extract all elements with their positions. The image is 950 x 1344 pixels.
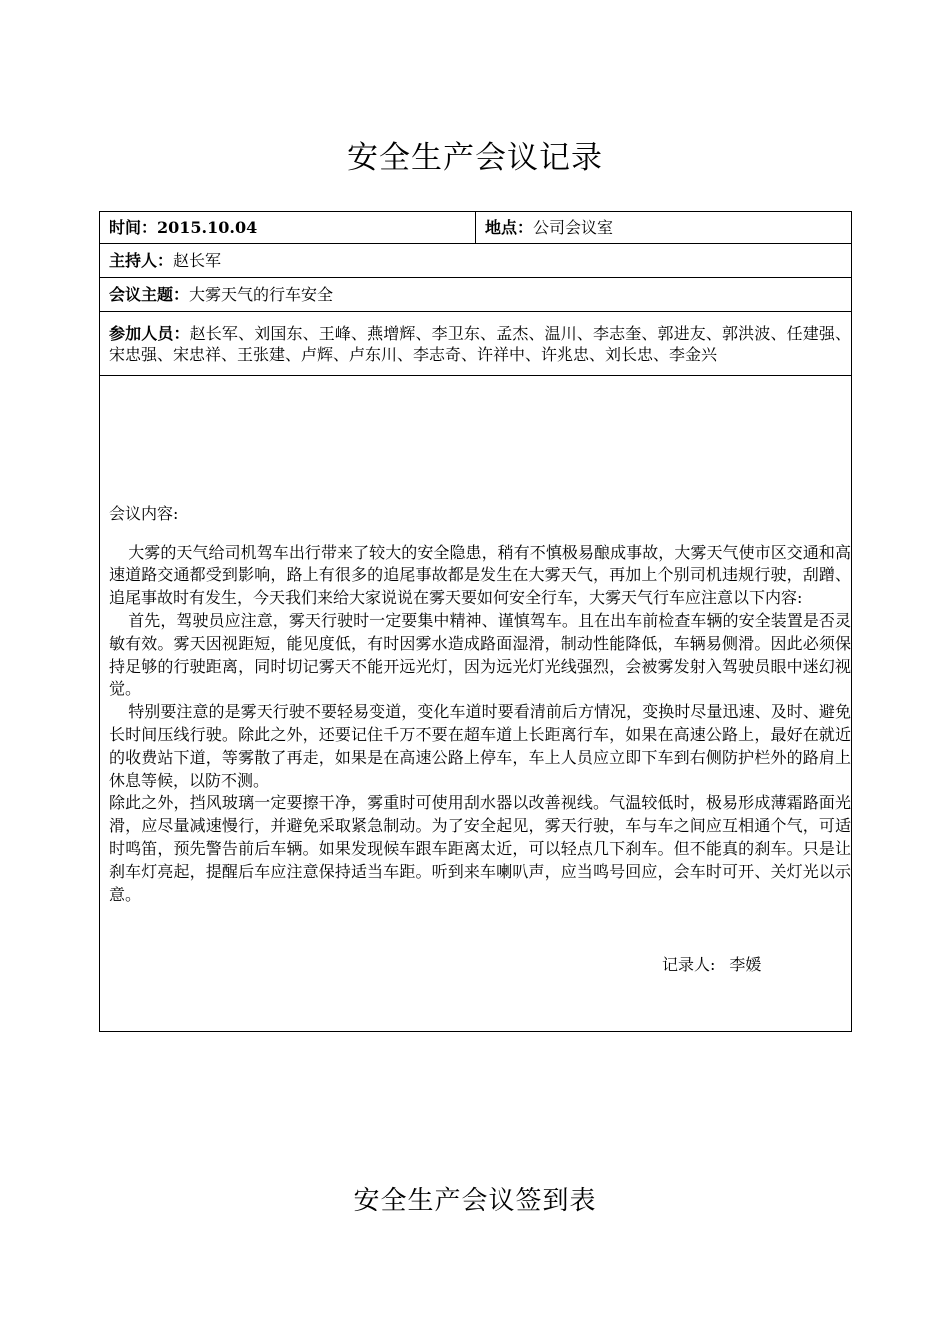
- content-paragraph: 除此之外，挡风玻璃一定要擦干净，雾重时可使用刮水器以改善视线。气温较低时，极易形成薄霜路面光滑，应尽量减速慢行，并避免采取紧急制动。为了安全起见，雾天行驶，车与车之间应互相通个气，可适时鸣笛，预先警告前后车辆。如果发现候车跟车距离太近，可以轻点几下刹车。但不能真的刹车。只是让刹车灯亮起，提醒后车应注意保持适当车距。听到来车喇叭声，应当鸣号回应，会车时可开、关灯光以示意。: [109, 793, 851, 904]
- attendees-cell: [100, 312, 852, 376]
- sign-in-sheet-title: 安全生产会议签到表: [353, 1186, 597, 1216]
- place-value: 公司会议室: [533, 217, 614, 237]
- page-title: 安全生产会议记录: [347, 140, 603, 176]
- attendees-value: 赵长军、刘国东、王峰、燕增辉、李卫东、孟杰、温川、李志奎、郭进友、郭洪波、任建强、宋忠强、宋忠祥、王张建、卢辉、卢东川、李志奇、许祥中、许兆忠、刘长忠、李金兴: [109, 323, 851, 364]
- topic-cell: [100, 278, 852, 312]
- recorder-label: 记录人:: [662, 955, 716, 974]
- time-label: 时间：: [109, 217, 158, 237]
- host-row: [100, 244, 852, 278]
- host-cell: [100, 244, 852, 278]
- topic-row: [100, 278, 852, 312]
- attendees-row: [100, 312, 852, 376]
- time-cell: [100, 212, 476, 244]
- topic-label: 会议主题：: [109, 284, 190, 304]
- time-place-row: [100, 212, 852, 244]
- recorder: [662, 954, 761, 976]
- host-value: 赵长军: [173, 250, 222, 270]
- time-value: 2015.10.04: [157, 217, 258, 237]
- content-row: [100, 376, 852, 1032]
- content-paragraph: 大雾的天气给司机驾车出行带来了较大的安全隐患，稍有不慎极易酿成事故，大雾天气使市区交通和高速道路交通都受到影响，路上有很多的追尾事故都是发生在大雾天气，再加上个别司机违规行驶，刮蹭、追尾事故时有发生，今天我们来给大家说说在雾天要如何安全行车，大雾天气行车应注意以下内容:: [109, 542, 851, 608]
- recorder-value: 李媛: [729, 955, 762, 974]
- content-paragraph: 首先，驾驶员应注意，雾天行驶时一定要集中精神、谨慎驾车。且在出车前检查车辆的安全装置是否灵敏有效。雾天因视距短，能见度低，有时因雾水造成路面湿滑，制动性能降低，车辆易侧滑。因此必须保持足够的行驶距离，同时切记雾天不能开远光灯，因为远光灯光线强烈，会被雾发射入驾驶员眼中迷幻视觉。: [109, 611, 851, 699]
- content-body: [109, 542, 851, 907]
- content-cell: [100, 376, 852, 1032]
- content-label: 会议内容:: [109, 503, 179, 523]
- attendees-label: 参加人员：: [109, 323, 190, 343]
- place-label: 地点：: [485, 217, 534, 237]
- meeting-record-table: [99, 211, 852, 1032]
- content-paragraph: 特别要注意的是雾天行驶不要轻易变道，变化车道时要看清前后方情况，变换时尽量迅速、及时、避免长时间压线行驶。除此之外，还要记住千万不要在超车道上长距离行车，如果在高速公路上，最好在就近的收费站下道，等雾散了再走，如果是在高速公路上停车，车上人员应立即下车到右侧防护栏外的路肩上休息等候，以防不测。: [109, 702, 851, 790]
- host-label: 主持人：: [109, 250, 174, 270]
- topic-value: 大雾天气的行车安全: [189, 284, 334, 304]
- place-cell: [476, 212, 852, 244]
